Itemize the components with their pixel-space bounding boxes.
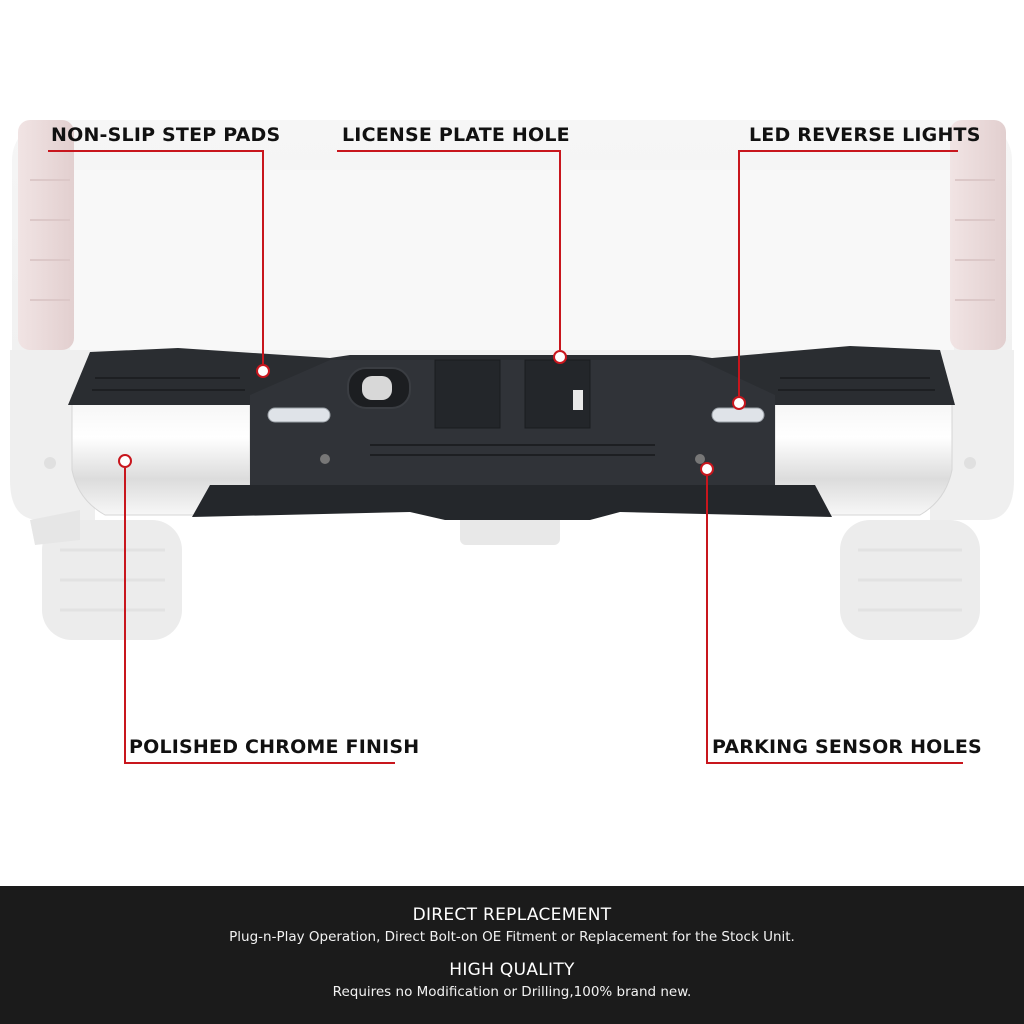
right-tail-light-icon bbox=[950, 120, 1006, 350]
right-led-light-icon bbox=[712, 408, 764, 422]
feature-title-quality: HIGH QUALITY bbox=[449, 960, 575, 980]
callout-label-sensor: PARKING SENSOR HOLES bbox=[712, 736, 982, 758]
callout-label-plate-hole: LICENSE PLATE HOLE bbox=[342, 124, 570, 146]
left-tail-light-icon bbox=[18, 120, 74, 350]
feature-text-replacement: Plug-n-Play Operation, Direct Bolt-on OE Fitment or Replacement for the Stock Unit. bbox=[229, 929, 795, 945]
callout-dot-icon bbox=[701, 463, 713, 475]
feature-title-replacement: DIRECT REPLACEMENT bbox=[412, 905, 612, 925]
feature-footer bbox=[0, 886, 1024, 1024]
callout-dot-icon bbox=[554, 351, 566, 363]
callout-label-chrome: POLISHED CHROME FINISH bbox=[129, 736, 420, 758]
callout-dot-icon bbox=[119, 455, 131, 467]
callout-label-step-pads: NON-SLIP STEP PADS bbox=[51, 124, 281, 146]
callout-label-led-lights: LED REVERSE LIGHTS bbox=[749, 124, 981, 146]
feature-text-quality: Requires no Modification or Drilling,100% brand new. bbox=[332, 984, 692, 1000]
callout-dot-icon bbox=[733, 397, 745, 409]
left-led-light-icon bbox=[268, 408, 330, 422]
callout-dot-icon bbox=[257, 365, 269, 377]
